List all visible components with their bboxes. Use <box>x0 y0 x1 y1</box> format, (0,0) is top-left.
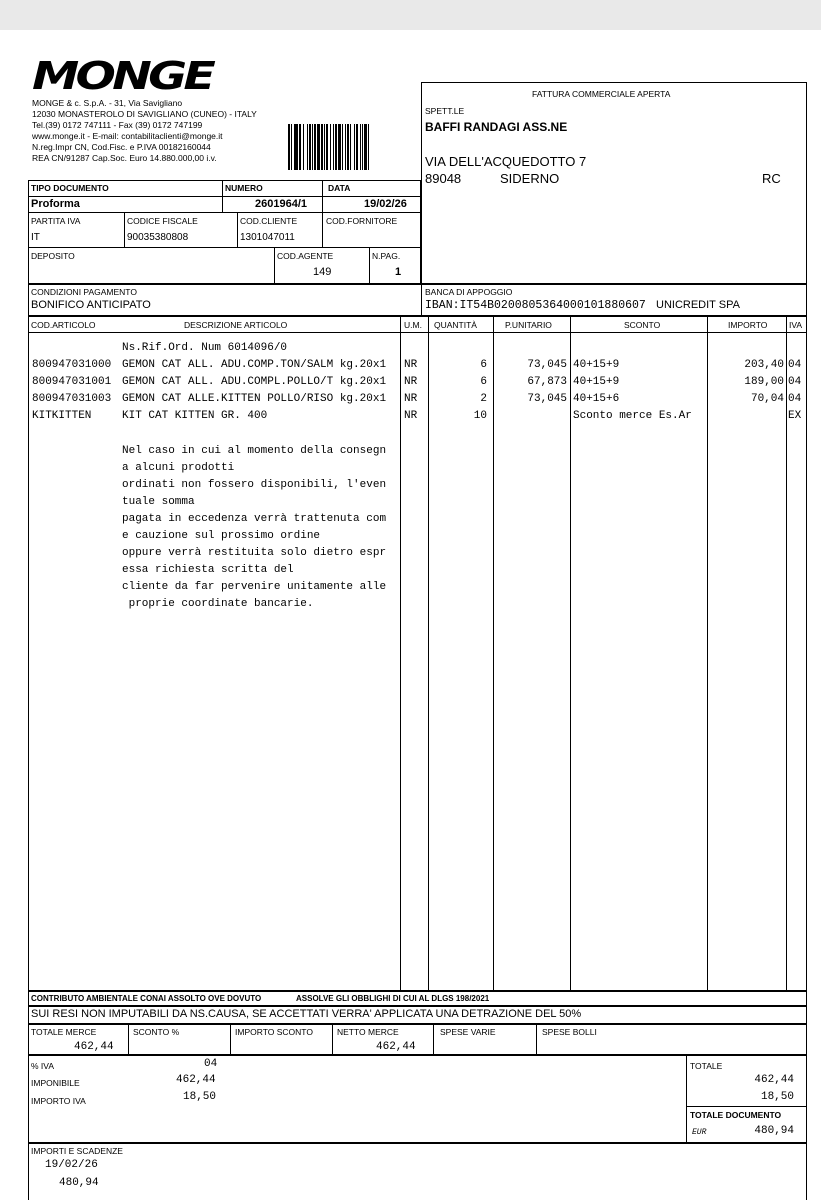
row-um: NR <box>404 410 418 422</box>
col-descrizione: DESCRIZIONE ARTICOLO <box>184 320 288 330</box>
row-cod: 800947031001 <box>32 376 112 388</box>
codice-fiscale-label: CODICE FISCALE <box>127 216 198 226</box>
company-line: www.monge.it - E-mail: contabilitaclienti@monge.it <box>32 131 223 141</box>
row-sconto: 40+15+9 <box>573 359 620 371</box>
row-desc: GEMON CAT ALL. ADU.COMP.TON/SALM kg.20x1 <box>122 359 387 371</box>
spett-label: SPETT.LE <box>425 106 465 116</box>
company-line: MONGE & c. S.p.A. - 31, Via Savigliano <box>32 98 183 108</box>
numero: 2601964/1 <box>255 198 307 210</box>
row-importo: 203,40 <box>744 359 784 371</box>
barcode <box>288 124 392 170</box>
customer-box <box>421 82 807 284</box>
cod-cliente: 1301047011 <box>240 232 295 243</box>
row-importo: 70,04 <box>750 393 784 405</box>
tipo-documento: Proforma <box>31 198 80 210</box>
totale-imponibile: 462,44 <box>754 1074 794 1086</box>
cod-fornitore-label: COD.FORNITORE <box>326 216 398 226</box>
row-iva: 04 <box>788 376 802 388</box>
npag: 1 <box>395 266 402 278</box>
numero-label: NUMERO <box>225 183 263 193</box>
monge-logo: MONGE <box>32 54 213 98</box>
iva-pct: 04 <box>204 1058 218 1070</box>
scadenze-section <box>28 1143 807 1200</box>
iban: IBAN:IT54B0200805364000101880607 <box>425 299 646 312</box>
row-iva: 04 <box>788 359 802 371</box>
totale-merce: 462,44 <box>74 1041 114 1053</box>
row-sconto: Sconto merce Es.Ar <box>573 410 692 422</box>
company-line: REA CN/91287 Cap.Soc. Euro 14.880.000,00 i.v. <box>32 153 217 163</box>
cod-cliente-label: COD.CLIENTE <box>240 216 298 226</box>
row-qty: 6 <box>480 359 487 371</box>
document-kind: FATTURA COMMERCIALE APERTA <box>532 89 671 99</box>
company-line: Tel.(39) 0172 747111 - Fax (39) 0172 747199 <box>32 120 203 130</box>
currency: EUR <box>692 1128 707 1137</box>
condizioni-label: CONDIZIONI PAGAMENTO <box>31 287 137 297</box>
banca: UNICREDIT SPA <box>656 299 740 311</box>
row-um: NR <box>404 359 418 371</box>
customer-address: VIA DELL'ACQUEDOTTO 7 <box>425 154 587 169</box>
row-desc: GEMON CAT ALLE.KITTEN POLLO/RISO kg.20x1 <box>122 393 387 405</box>
row-qty: 6 <box>480 376 487 388</box>
partita-iva: IT <box>31 232 40 243</box>
row-sconto: 40+15+9 <box>573 376 620 388</box>
row-desc: GEMON CAT ALL. ADU.COMPL.POLLO/T kg.20x1 <box>122 376 387 388</box>
row-cod: 800947031003 <box>32 393 112 405</box>
company-line: 12030 MONASTEROLO DI SAVIGLIANO (CUNEO) - ITALY <box>32 109 257 119</box>
col-sconto: SCONTO <box>624 320 661 330</box>
resi-notice: SUI RESI NON IMPUTABILI DA NS.CAUSA, SE ACCETTATI VERRA' APPLICATA UNA DETRAZIONE DEL 50% <box>31 1008 582 1020</box>
order-reference: Ns.Rif.Ord. Num 6014096/0 <box>122 342 288 354</box>
row-qty: 10 <box>473 410 487 422</box>
row-iva: EX <box>788 410 802 422</box>
netto-merce-label: NETTO MERCE <box>337 1027 399 1037</box>
row-price: 73,045 <box>527 393 567 405</box>
customer-city: SIDERNO <box>500 171 560 186</box>
importo-iva: 18,50 <box>183 1091 217 1103</box>
row-cod: 800947031000 <box>32 359 112 371</box>
codice-fiscale: 90035380808 <box>127 232 189 243</box>
availability-note: Nel caso in cui al momento della consegn a alcuni prodotti ordinati non fossero disponibili, l'even tuale somma pagata in eccedenza verrà trattenuta com e cauzione sul prossimo ordine oppure verrà restituita solo dietro espr essa richiesta scritta del cliente da far pervenire unitamente alle proprie coordinate bancarie. <box>122 445 387 610</box>
partita-iva-label: PARTITA IVA <box>31 216 81 226</box>
tipo-documento-label: TIPO DOCUMENTO <box>31 183 109 193</box>
imponibile-label: IMPONIBILE <box>31 1078 80 1088</box>
data: 19/02/26 <box>364 198 407 210</box>
scadenza-data: 19/02/26 <box>45 1159 98 1171</box>
totale-documento-label: TOTALE DOCUMENTO <box>690 1110 782 1120</box>
scadenza-importo: 480,94 <box>59 1177 99 1189</box>
col-quantita: QUANTITÀ <box>434 320 477 330</box>
customer-cap: 89048 <box>425 171 462 186</box>
importo-iva-label: IMPORTO IVA <box>31 1096 86 1106</box>
row-qty: 2 <box>480 393 487 405</box>
totale-documento: 480,94 <box>754 1125 794 1137</box>
company-info <box>32 98 257 164</box>
row-sconto: 40+15+6 <box>573 393 620 405</box>
spese-bolli-label: SPESE BOLLI <box>542 1027 597 1037</box>
totale-merce-label: TOTALE MERCE <box>31 1027 97 1037</box>
row-price: 67,873 <box>527 376 567 388</box>
npag-label: N.PAG. <box>372 251 401 261</box>
sconto-label: SCONTO % <box>133 1027 180 1037</box>
cod-agente-label: COD.AGENTE <box>277 251 334 261</box>
condizioni: BONIFICO ANTICIPATO <box>31 299 151 311</box>
banca-label: BANCA DI APPOGGIO <box>425 287 513 297</box>
col-um: U.M. <box>404 320 422 330</box>
netto-merce: 462,44 <box>376 1041 416 1053</box>
viewer-top-bar <box>0 0 821 30</box>
conai-notice: CONTRIBUTO AMBIENTALE CONAI ASSOLTO OVE DOVUTO <box>31 994 262 1003</box>
row-cod: KITKITTEN <box>32 410 92 422</box>
col-importo: IMPORTO <box>728 320 768 330</box>
deposito-label: DEPOSITO <box>31 251 75 261</box>
totale-label: TOTALE <box>690 1061 723 1071</box>
cod-agente: 149 <box>313 266 332 278</box>
customer-name: BAFFI RANDAGI ASS.NE <box>425 120 568 134</box>
totale-iva: 18,50 <box>760 1091 794 1103</box>
importo-sconto-label: IMPORTO SCONTO <box>235 1027 313 1037</box>
row-um: NR <box>404 376 418 388</box>
col-iva: IVA <box>789 320 803 330</box>
data-label: DATA <box>328 183 351 193</box>
row-price: 73,045 <box>527 359 567 371</box>
spese-varie-label: SPESE VARIE <box>440 1027 496 1037</box>
iva-pct-label: % IVA <box>31 1061 54 1071</box>
row-iva: 04 <box>788 393 802 405</box>
dlgs-notice: ASSOLVE GLI OBBLIGHI DI CUI AL DLGS 198/2021 <box>296 994 490 1003</box>
row-importo: 189,00 <box>744 376 784 388</box>
scadenze-label: IMPORTI E SCADENZE <box>31 1146 123 1156</box>
col-prezzo-unitario: P.UNITARIO <box>505 320 552 330</box>
row-desc: KIT CAT KITTEN GR. 400 <box>122 410 268 422</box>
col-cod-articolo: COD.ARTICOLO <box>31 320 96 330</box>
company-line: N.reg.Impr CN, Cod.Fisc. e P.IVA 00182160044 <box>32 142 211 152</box>
row-um: NR <box>404 393 418 405</box>
imponibile: 462,44 <box>176 1074 216 1086</box>
customer-province: RC <box>762 171 781 186</box>
